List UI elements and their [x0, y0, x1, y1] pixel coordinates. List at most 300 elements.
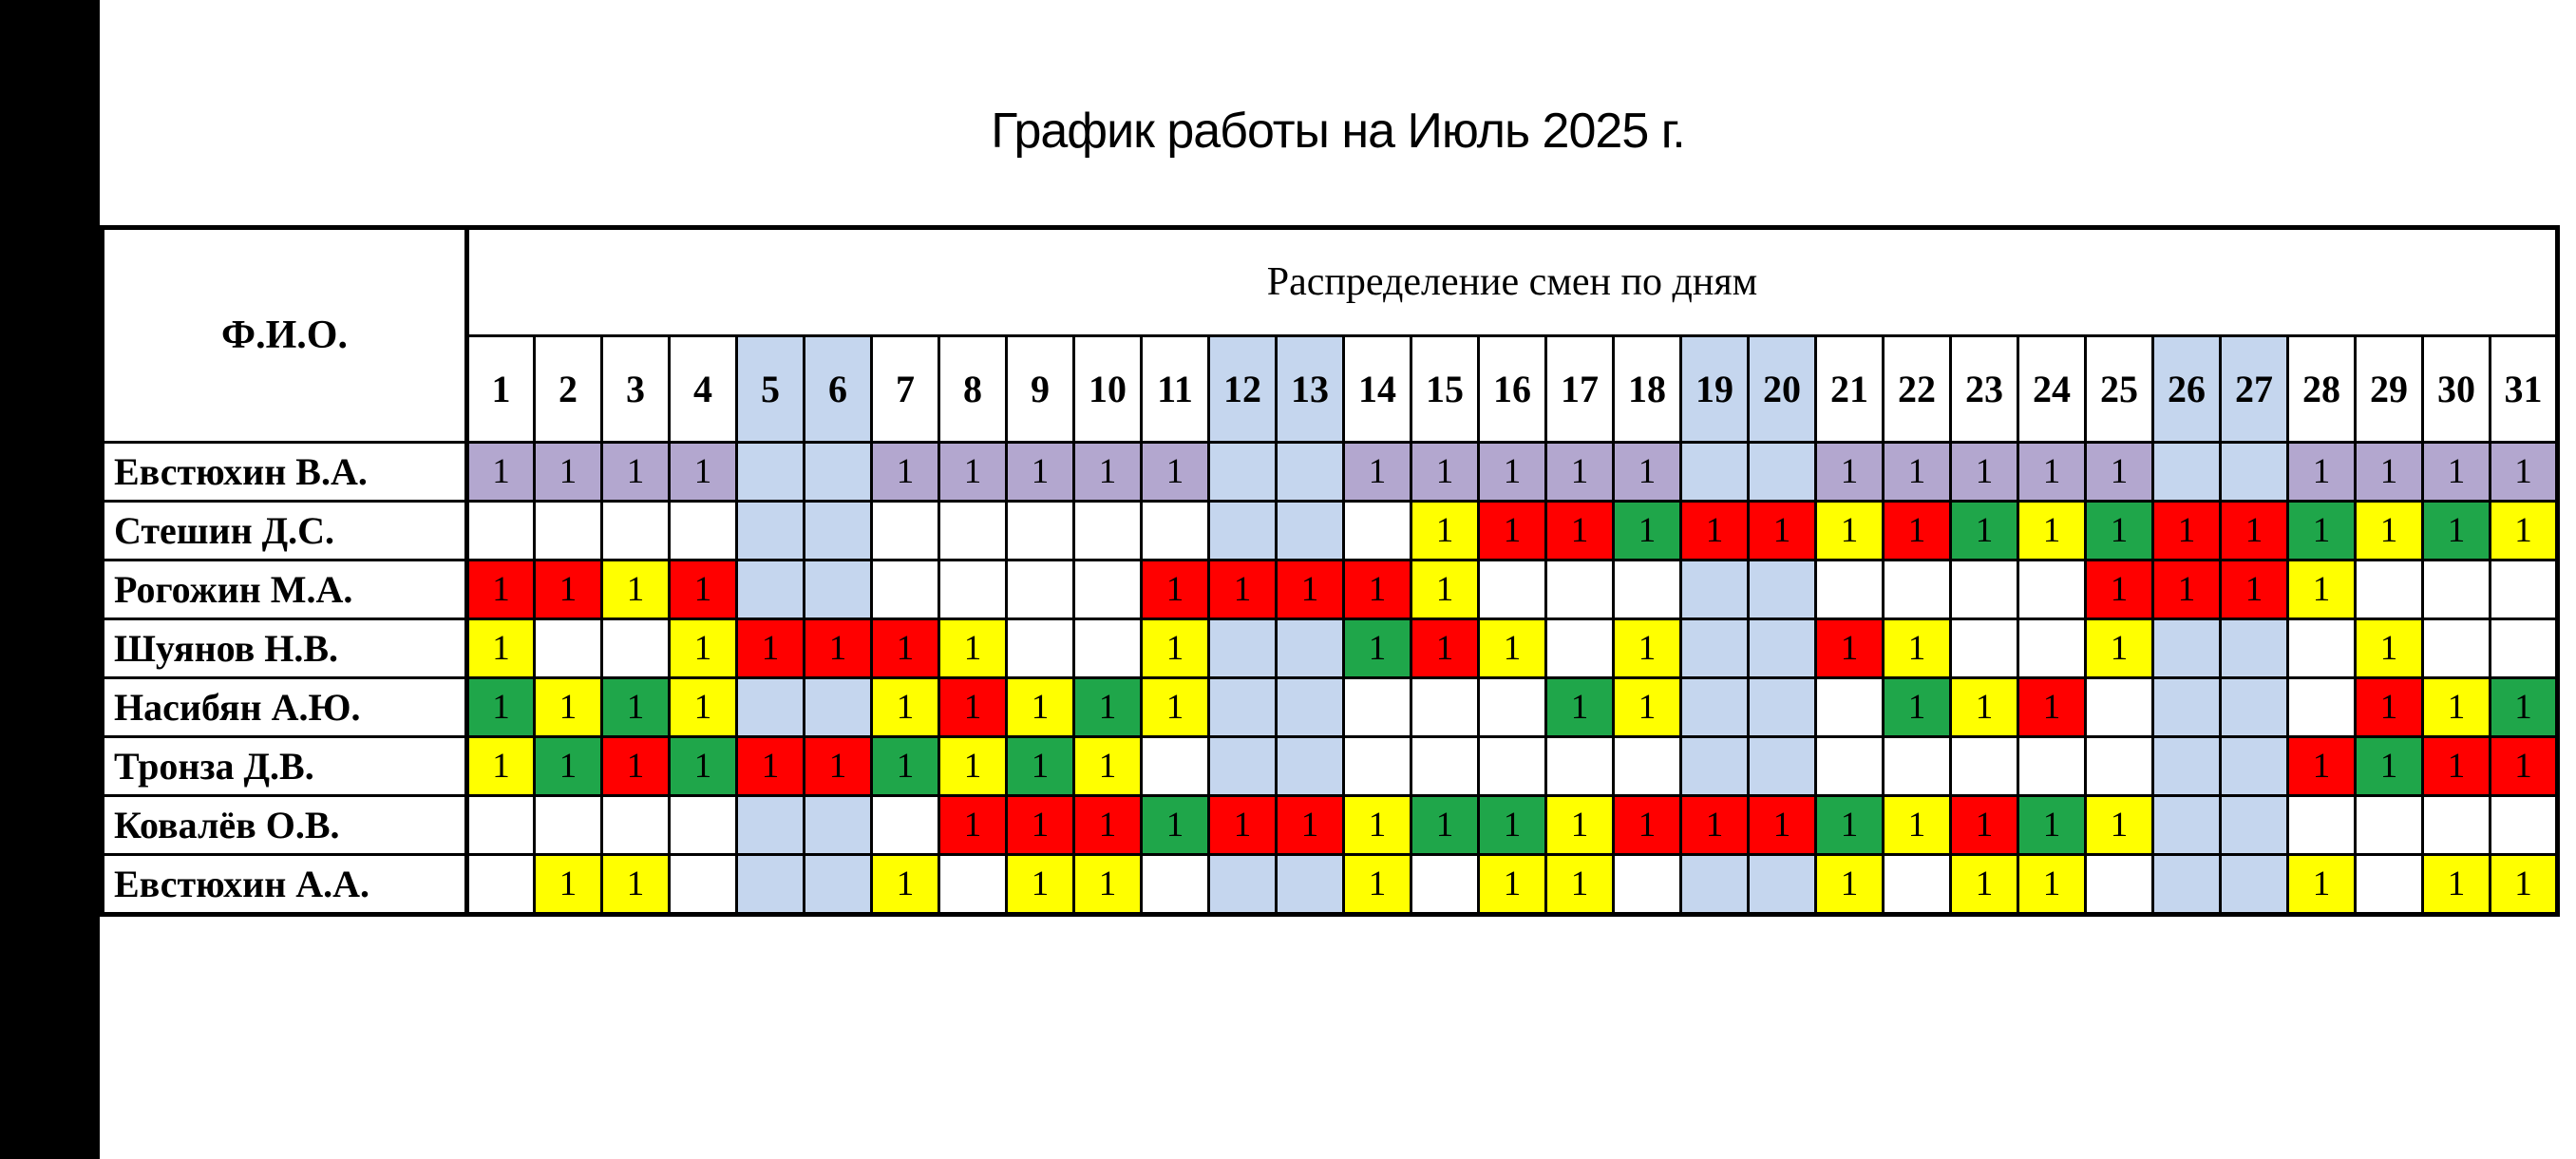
table-row: [103, 560, 2558, 619]
shift-cell: [2288, 678, 2356, 737]
shift-cell: 1: [1479, 796, 1546, 855]
day-header-1: 1: [467, 336, 535, 443]
shift-cell: 1: [1142, 678, 1209, 737]
shift-cell: 1: [1411, 796, 1479, 855]
shift-cell: 1: [2356, 443, 2423, 502]
shift-cell: 1: [2356, 737, 2423, 796]
shift-cell: 1: [2491, 443, 2558, 502]
shift-cell: [805, 678, 872, 737]
day-header-3: 3: [602, 336, 670, 443]
shift-cell: [1411, 678, 1479, 737]
shift-cell: 1: [2423, 678, 2491, 737]
shift-cell: [2423, 796, 2491, 855]
shift-cell: [602, 502, 670, 560]
shift-cell: 1: [805, 737, 872, 796]
shift-cell: 1: [1546, 855, 1614, 915]
shift-cell: 1: [670, 619, 737, 678]
shift-cell: 1: [2086, 443, 2153, 502]
shift-cell: 1: [1142, 619, 1209, 678]
shift-cell: 1: [1951, 443, 2018, 502]
shift-cell: 1: [2018, 443, 2086, 502]
shift-cell: 1: [1074, 855, 1142, 915]
shift-cell: 1: [1546, 443, 1614, 502]
shift-cell: 1: [1884, 443, 1951, 502]
shift-cell: 1: [2491, 737, 2558, 796]
shift-cell: 1: [1479, 443, 1546, 502]
shift-cell: [2086, 678, 2153, 737]
table-row: [103, 443, 2558, 502]
shift-cell: [1681, 443, 1749, 502]
shift-cell: [670, 855, 737, 915]
day-header-18: 18: [1614, 336, 1681, 443]
shift-cell: 1: [467, 678, 535, 737]
day-header-31: 31: [2491, 336, 2558, 443]
shift-cell: 1: [737, 619, 805, 678]
shift-cell: 1: [467, 443, 535, 502]
shift-cell: [805, 443, 872, 502]
shift-cell: 1: [1209, 560, 1277, 619]
shift-cell: 1: [1411, 443, 1479, 502]
shift-cell: 1: [1546, 796, 1614, 855]
shift-cell: 1: [1411, 502, 1479, 560]
shift-cell: [737, 796, 805, 855]
shift-cell: 1: [2491, 502, 2558, 560]
shift-cell: 1: [2221, 560, 2288, 619]
shift-cell: 1: [2491, 855, 2558, 915]
day-header-8: 8: [939, 336, 1007, 443]
day-header-22: 22: [1884, 336, 1951, 443]
shift-cell: [1749, 619, 1816, 678]
shift-cell: 1: [2288, 560, 2356, 619]
shift-cell: [2491, 560, 2558, 619]
day-header-25: 25: [2086, 336, 2153, 443]
shift-cell: 1: [872, 678, 939, 737]
shift-cell: 1: [939, 619, 1007, 678]
shift-cell: 1: [1614, 502, 1681, 560]
shift-cell: 1: [1007, 443, 1074, 502]
shift-cell: [2221, 619, 2288, 678]
shift-cell: [1277, 678, 1344, 737]
shift-cell: [2288, 796, 2356, 855]
shift-cell: [1749, 560, 1816, 619]
shift-cell: 1: [2423, 502, 2491, 560]
shift-cell: [1479, 678, 1546, 737]
day-header-30: 30: [2423, 336, 2491, 443]
shift-cell: 1: [939, 796, 1007, 855]
shift-cell: [1209, 502, 1277, 560]
shift-cell: 1: [1479, 502, 1546, 560]
day-header-2: 2: [535, 336, 602, 443]
shift-cell: 1: [535, 737, 602, 796]
employee-name: Стешин Д.С.: [103, 502, 467, 560]
shift-cell: [805, 560, 872, 619]
shift-cell: [2423, 560, 2491, 619]
table-row: [103, 619, 2558, 678]
shift-cell: [670, 502, 737, 560]
shift-cell: [1277, 443, 1344, 502]
shift-cell: 1: [2018, 678, 2086, 737]
shift-cell: 1: [602, 443, 670, 502]
day-header-6: 6: [805, 336, 872, 443]
day-header-15: 15: [1411, 336, 1479, 443]
shift-cell: 1: [1681, 796, 1749, 855]
shift-cell: 1: [1142, 443, 1209, 502]
shift-cell: [1884, 737, 1951, 796]
shift-cell: [1479, 560, 1546, 619]
shift-cell: [1614, 737, 1681, 796]
shift-cell: [1209, 619, 1277, 678]
shift-cell: [1951, 560, 2018, 619]
shift-cell: [1344, 737, 1411, 796]
shift-cell: 1: [1816, 855, 1884, 915]
shift-cell: 1: [872, 737, 939, 796]
shift-cell: 1: [1411, 619, 1479, 678]
shift-cell: [1546, 737, 1614, 796]
shift-distribution-header: Распределение смен по дням: [467, 228, 2558, 336]
shift-cell: 1: [1884, 619, 1951, 678]
shift-cell: 1: [1884, 678, 1951, 737]
day-header-row: [103, 336, 2558, 443]
shift-schedule-table: [100, 225, 2560, 917]
shift-cell: 1: [1681, 502, 1749, 560]
shift-cell: 1: [535, 855, 602, 915]
shift-cell: 1: [2288, 502, 2356, 560]
shift-cell: [602, 619, 670, 678]
shift-cell: [2423, 619, 2491, 678]
shift-cell: 1: [1546, 502, 1614, 560]
shift-cell: 1: [1479, 855, 1546, 915]
shift-cell: [2221, 855, 2288, 915]
shift-cell: 1: [2086, 560, 2153, 619]
shift-cell: [1614, 560, 1681, 619]
shift-cell: 1: [1007, 678, 1074, 737]
shift-cell: [2018, 560, 2086, 619]
shift-cell: [1951, 737, 2018, 796]
shift-cell: [2221, 443, 2288, 502]
shift-cell: [535, 619, 602, 678]
day-header-28: 28: [2288, 336, 2356, 443]
shift-cell: 1: [1074, 737, 1142, 796]
shift-cell: [1142, 737, 1209, 796]
shift-cell: [1749, 443, 1816, 502]
shift-cell: 1: [467, 560, 535, 619]
shift-cell: [2153, 796, 2221, 855]
shift-cell: [1411, 737, 1479, 796]
shift-cell: 1: [535, 443, 602, 502]
shift-cell: 1: [467, 619, 535, 678]
shift-cell: [2153, 678, 2221, 737]
shift-cell: 1: [2018, 502, 2086, 560]
shift-cell: 1: [2423, 737, 2491, 796]
shift-cell: [1074, 560, 1142, 619]
shift-cell: [2491, 796, 2558, 855]
shift-cell: [1816, 737, 1884, 796]
shift-cell: [2356, 855, 2423, 915]
shift-cell: 1: [939, 678, 1007, 737]
shift-cell: [1142, 502, 1209, 560]
shift-cell: [1007, 502, 1074, 560]
shift-cell: 1: [1951, 855, 2018, 915]
shift-cell: [939, 560, 1007, 619]
shift-cell: [1951, 619, 2018, 678]
shift-cell: 1: [467, 737, 535, 796]
shift-cell: 1: [1614, 443, 1681, 502]
shift-cell: [1681, 855, 1749, 915]
shift-cell: [872, 502, 939, 560]
shift-cell: 1: [939, 737, 1007, 796]
shift-cell: 1: [1816, 619, 1884, 678]
left-margin-bar: [0, 0, 100, 1159]
shift-cell: [1749, 678, 1816, 737]
shift-cell: [1007, 619, 1074, 678]
shift-cell: 1: [1614, 678, 1681, 737]
shift-cell: 1: [1074, 796, 1142, 855]
day-header-12: 12: [1209, 336, 1277, 443]
day-header-20: 20: [1749, 336, 1816, 443]
shift-cell: [1884, 855, 1951, 915]
shift-cell: [1277, 619, 1344, 678]
shift-cell: 1: [939, 443, 1007, 502]
shift-cell: 1: [1816, 443, 1884, 502]
shift-cell: 1: [2153, 560, 2221, 619]
shift-cell: [467, 855, 535, 915]
day-header-14: 14: [1344, 336, 1411, 443]
shift-cell: 1: [1749, 796, 1816, 855]
shift-cell: [1344, 678, 1411, 737]
shift-cell: 1: [2356, 502, 2423, 560]
shift-cell: 1: [1344, 796, 1411, 855]
shift-cell: 1: [872, 443, 939, 502]
shift-cell: [1749, 855, 1816, 915]
employee-name: Евстюхин А.А.: [103, 855, 467, 915]
shift-cell: [737, 678, 805, 737]
shift-cell: [2086, 855, 2153, 915]
day-header-11: 11: [1142, 336, 1209, 443]
shift-cell: [805, 796, 872, 855]
shift-cell: [872, 560, 939, 619]
day-header-13: 13: [1277, 336, 1344, 443]
day-header-9: 9: [1007, 336, 1074, 443]
shift-cell: 1: [1614, 796, 1681, 855]
shift-cell: 1: [1074, 678, 1142, 737]
name-column-header: Ф.И.О.: [103, 228, 467, 443]
shift-cell: 1: [2288, 855, 2356, 915]
shift-cell: [2086, 737, 2153, 796]
shift-cell: 1: [2153, 502, 2221, 560]
shift-cell: 1: [2018, 855, 2086, 915]
shift-cell: 1: [2356, 619, 2423, 678]
employee-name: Шуянов Н.В.: [103, 619, 467, 678]
shift-cell: 1: [1074, 443, 1142, 502]
shift-cell: 1: [602, 855, 670, 915]
shift-cell: 1: [1614, 619, 1681, 678]
shift-cell: 1: [2423, 855, 2491, 915]
shift-cell: [872, 796, 939, 855]
shift-cell: [1546, 560, 1614, 619]
shift-cell: 1: [1884, 796, 1951, 855]
shift-cell: [602, 796, 670, 855]
shift-cell: 1: [2288, 443, 2356, 502]
table-row: [103, 855, 2558, 915]
shift-cell: [535, 796, 602, 855]
shift-cell: 1: [872, 619, 939, 678]
shift-cell: [535, 502, 602, 560]
shift-cell: 1: [2086, 796, 2153, 855]
shift-cell: [2153, 737, 2221, 796]
employee-name: Рогожин М.А.: [103, 560, 467, 619]
shift-cell: [1614, 855, 1681, 915]
employee-name: Насибян А.Ю.: [103, 678, 467, 737]
day-header-23: 23: [1951, 336, 2018, 443]
shift-cell: [2288, 619, 2356, 678]
shift-cell: [1479, 737, 1546, 796]
day-header-19: 19: [1681, 336, 1749, 443]
shift-cell: [1816, 560, 1884, 619]
shift-cell: 1: [2356, 678, 2423, 737]
shift-cell: [1209, 855, 1277, 915]
shift-cell: [1277, 502, 1344, 560]
day-header-29: 29: [2356, 336, 2423, 443]
shift-cell: 1: [1479, 619, 1546, 678]
shift-cell: [2153, 855, 2221, 915]
shift-cell: 1: [1007, 796, 1074, 855]
employee-name: Тронза Д.В.: [103, 737, 467, 796]
shift-cell: 1: [1344, 443, 1411, 502]
shift-cell: 1: [1007, 737, 1074, 796]
shift-cell: [2356, 796, 2423, 855]
table-row: [103, 796, 2558, 855]
page-title: График работы на Июль 2025 г.: [991, 104, 1685, 159]
shift-cell: [1074, 619, 1142, 678]
shift-cell: 1: [602, 737, 670, 796]
shift-cell: 1: [1007, 855, 1074, 915]
table-row: [103, 737, 2558, 796]
shift-cell: 1: [2086, 502, 2153, 560]
shift-cell: 1: [2086, 619, 2153, 678]
shift-cell: 1: [1951, 502, 2018, 560]
day-header-24: 24: [2018, 336, 2086, 443]
shift-cell: 1: [872, 855, 939, 915]
shift-cell: 1: [670, 560, 737, 619]
shift-cell: 1: [1951, 678, 2018, 737]
shift-cell: 1: [602, 560, 670, 619]
shift-cell: [1007, 560, 1074, 619]
shift-cell: [2018, 619, 2086, 678]
shift-cell: 1: [1344, 560, 1411, 619]
shift-cell: 1: [2288, 737, 2356, 796]
shift-cell: 1: [670, 737, 737, 796]
shift-cell: [467, 796, 535, 855]
shift-cell: 1: [1277, 796, 1344, 855]
shift-cell: 1: [1546, 678, 1614, 737]
shift-cell: 1: [805, 619, 872, 678]
shift-cell: 1: [1142, 560, 1209, 619]
shift-cell: 1: [1344, 619, 1411, 678]
shift-cell: [2221, 737, 2288, 796]
shift-cell: [805, 855, 872, 915]
shift-cell: 1: [1816, 502, 1884, 560]
shift-cell: 1: [1277, 560, 1344, 619]
shift-cell: [1411, 855, 1479, 915]
shift-cell: 1: [1344, 855, 1411, 915]
shift-cell: 1: [737, 737, 805, 796]
shift-cell: [1681, 737, 1749, 796]
shift-cell: 1: [670, 678, 737, 737]
table-row: [103, 678, 2558, 737]
shift-cell: [1681, 678, 1749, 737]
shift-cell: [2221, 678, 2288, 737]
shift-cell: [939, 502, 1007, 560]
shift-cell: [1277, 737, 1344, 796]
shift-cell: 1: [602, 678, 670, 737]
shift-cell: 1: [2018, 796, 2086, 855]
shift-cell: [2356, 560, 2423, 619]
shift-cell: [805, 502, 872, 560]
shift-cell: [467, 502, 535, 560]
shift-cell: [1142, 855, 1209, 915]
day-header-27: 27: [2221, 336, 2288, 443]
day-header-5: 5: [737, 336, 805, 443]
shift-cell: 1: [535, 560, 602, 619]
day-header-17: 17: [1546, 336, 1614, 443]
shift-cell: [1277, 855, 1344, 915]
employee-name: Евстюхин В.А.: [103, 443, 467, 502]
shift-cell: [1209, 737, 1277, 796]
day-header-21: 21: [1816, 336, 1884, 443]
day-header-16: 16: [1479, 336, 1546, 443]
shift-cell: [939, 855, 1007, 915]
shift-cell: [1209, 678, 1277, 737]
shift-cell: 1: [2221, 502, 2288, 560]
shift-cell: [1074, 502, 1142, 560]
shift-cell: [2018, 737, 2086, 796]
shift-cell: [2491, 619, 2558, 678]
table-row: [103, 502, 2558, 560]
shift-cell: [1884, 560, 1951, 619]
shift-cell: [1546, 619, 1614, 678]
shift-cell: [1681, 619, 1749, 678]
shift-cell: 1: [1884, 502, 1951, 560]
shift-cell: [2153, 619, 2221, 678]
shift-cell: [1209, 443, 1277, 502]
day-header-4: 4: [670, 336, 737, 443]
shift-cell: 1: [1411, 560, 1479, 619]
shift-cell: [737, 855, 805, 915]
shift-cell: [2153, 443, 2221, 502]
shift-cell: [1749, 737, 1816, 796]
shift-cell: [1816, 678, 1884, 737]
shift-cell: [2221, 796, 2288, 855]
shift-cell: 1: [1209, 796, 1277, 855]
shift-cell: [670, 796, 737, 855]
shift-cell: 1: [1142, 796, 1209, 855]
shift-cell: 1: [535, 678, 602, 737]
shift-cell: [737, 502, 805, 560]
shift-cell: 1: [1749, 502, 1816, 560]
shift-cell: 1: [1816, 796, 1884, 855]
shift-cell: 1: [1951, 796, 2018, 855]
shift-cell: [737, 560, 805, 619]
day-header-26: 26: [2153, 336, 2221, 443]
shift-cell: 1: [670, 443, 737, 502]
day-header-7: 7: [872, 336, 939, 443]
shift-cell: [1681, 560, 1749, 619]
shift-cell: [737, 443, 805, 502]
shift-cell: 1: [2423, 443, 2491, 502]
shift-cell: [1344, 502, 1411, 560]
employee-name: Ковалёв О.В.: [103, 796, 467, 855]
day-header-10: 10: [1074, 336, 1142, 443]
